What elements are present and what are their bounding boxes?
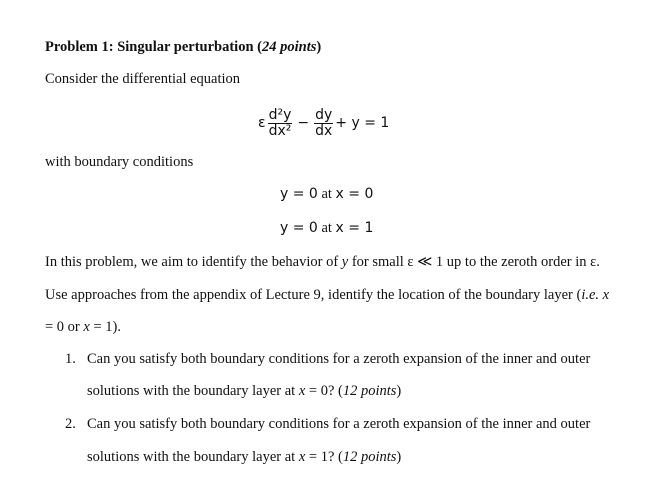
question-1 — [65, 351, 590, 368]
question-1-cont — [87, 383, 401, 400]
para2-ie: i.e. x — [581, 287, 610, 303]
eq-second-derivative — [268, 108, 293, 138]
eq-rest: + y = 1 — [335, 115, 390, 131]
paragraph-behavior — [45, 254, 600, 271]
intro-text: Consider the differential equation — [45, 71, 241, 87]
question-1-end: ) — [396, 383, 402, 399]
boundary-condition-1 — [280, 186, 373, 203]
question-2-line2b: = 1? ( — [305, 449, 343, 465]
question-2-number: 2. — [65, 416, 76, 432]
problem-points: 24 points — [261, 39, 317, 55]
bc2-rhs: x = 1 — [335, 220, 374, 236]
bc2-at: at — [317, 220, 336, 236]
para2-x: x — [83, 319, 90, 335]
question-1-line1: Can you satisfy both boundary conditions for a zeroth expansion of the inner and outer — [87, 351, 591, 367]
question-2-line2a: solutions with the boundary layer at — [87, 449, 299, 465]
paragraph-approach — [45, 287, 609, 304]
bc2-lhs: y = 0 — [280, 220, 318, 236]
para2-a: Use approaches from the appendix of Lecture 9, identify the location of the boundary layer ( — [45, 287, 582, 303]
question-1-points: 12 points — [342, 383, 397, 399]
eq-first-derivative — [314, 108, 333, 138]
para1-a: In this problem, we aim to identify the behavior of — [45, 254, 342, 270]
question-1-x: x — [298, 383, 306, 399]
question-2-cont — [87, 449, 401, 466]
eq-d2y: d²y — [268, 106, 292, 123]
boundary-condition-2 — [280, 220, 373, 237]
eq-dx2: dx² — [268, 122, 292, 139]
problem-title-text: Problem 1: Singular perturbation ( — [45, 39, 262, 55]
eq-epsilon: ε — [258, 115, 266, 131]
question-2-points: 12 points — [342, 449, 397, 465]
question-1-line2a: solutions with the boundary layer at — [87, 383, 299, 399]
para2-d: = 1). — [89, 319, 121, 335]
question-2 — [65, 416, 590, 433]
problem-title-end: ) — [316, 39, 322, 55]
bc1-lhs: y = 0 — [280, 186, 318, 202]
problem-title — [45, 39, 321, 56]
question-1-number: 1. — [65, 351, 76, 367]
question-2-end: ) — [396, 449, 402, 465]
bc-intro: with boundary conditions — [45, 154, 194, 170]
para1-b: for small ε ≪ 1 up to the zeroth order in ε. — [348, 254, 600, 270]
paragraph-approach-cont — [45, 319, 121, 336]
question-1-line2b: = 0? ( — [305, 383, 343, 399]
eq-dx: dx — [315, 122, 333, 139]
eq-minus: − — [297, 115, 310, 131]
question-2-x: x — [298, 449, 306, 465]
bc1-at: at — [317, 186, 336, 202]
question-2-line1: Can you satisfy both boundary conditions for a zeroth expansion of the inner and outer — [87, 416, 591, 432]
differential-equation — [258, 101, 389, 145]
eq-dy: dy — [315, 106, 333, 123]
bc1-rhs: x = 0 — [335, 186, 374, 202]
para2-c: = 0 or — [45, 319, 84, 335]
para1-y: y — [341, 254, 349, 270]
